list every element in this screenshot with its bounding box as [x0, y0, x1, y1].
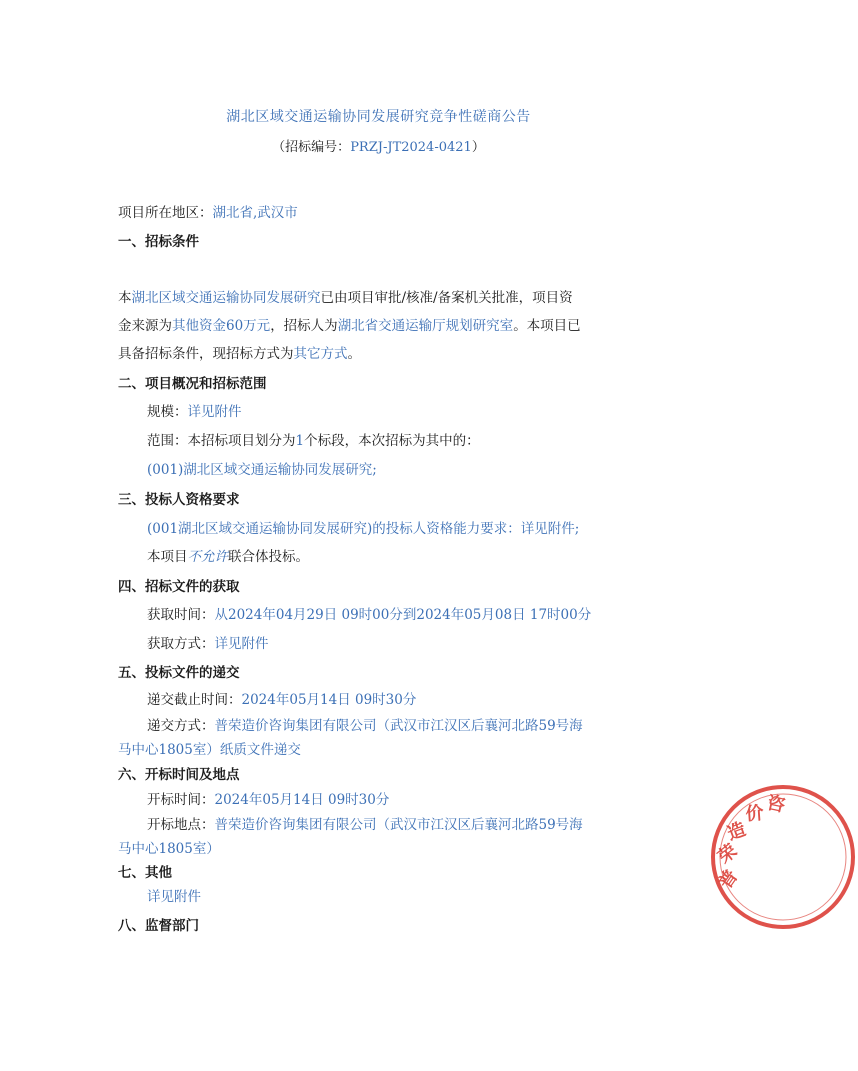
section-heading-4: 四、招标文件的获取: [118, 579, 240, 595]
section-heading-1: 一、招标条件: [118, 234, 199, 250]
open-place-line: [147, 815, 583, 835]
text-fragment: 。: [347, 346, 361, 362]
acquire-method-value: 详见附件: [214, 636, 269, 652]
text-fragment: 已由项目审批/核准/备案机关批准，项目资: [320, 290, 573, 306]
project-region: [118, 203, 298, 223]
open-time-line: [147, 790, 389, 810]
text-fragment: 具备招标条件，现招标方式为: [118, 346, 294, 362]
scale-line: [147, 402, 242, 422]
acquire-method-line: [147, 634, 269, 654]
project-name: 湖北区域交通运输协同发展研究: [131, 290, 321, 306]
section-heading-6: 六、开标时间及地点: [118, 767, 240, 783]
text-fragment: 本: [118, 290, 132, 306]
open-place-label: 开标地点：: [147, 817, 215, 833]
stamp-char-4: 价: [744, 802, 765, 825]
section-heading-8: 八、监督部门: [118, 918, 199, 934]
tender-method: 其它方式: [293, 346, 348, 362]
text-fragment: 联合体投标。: [228, 549, 309, 565]
submit-deadline-label: 递交截止时间：: [147, 692, 242, 708]
scale-value: 详见附件: [187, 404, 242, 420]
submit-deadline-line: [147, 690, 416, 710]
text-fragment: 个标段，本次招标为其中的：: [304, 433, 480, 449]
open-place-value: 普荣造价咨询集团有限公司（武汉市江汉区后襄河北路59号海: [214, 817, 583, 833]
stamp-char-2: 荣: [714, 840, 742, 868]
section1-para-line-1: [118, 288, 573, 308]
acquire-time-label: 获取时间：: [147, 607, 215, 623]
stamp-char-5: 咨: [764, 792, 787, 817]
bid-number: PRZJ-JT2024-0421: [350, 140, 472, 155]
other-value: 详见附件: [147, 889, 201, 905]
subtitle-suffix: ）: [471, 140, 485, 155]
submit-method-label: 递交方式：: [147, 718, 215, 734]
acquire-method-label: 获取方式：: [147, 636, 215, 652]
qualification-requirement: (001湖北区域交通运输协同发展研究)的投标人资格能力要求：详见附件;: [147, 521, 580, 537]
scale-label: 规模：: [147, 404, 188, 420]
text-fragment: 范围：本招标项目划分为: [147, 433, 296, 449]
section-heading-7: 七、其他: [118, 865, 172, 881]
section1-para-line-3: [118, 344, 361, 364]
acquire-time-value: 从2024年04月29日 09时00分到2024年05月08日 17时00分: [214, 607, 592, 623]
region-value: 湖北省,武汉市: [212, 205, 298, 221]
text-fragment: 。本项目已: [513, 318, 581, 334]
submit-deadline-value: 2024年05月14日 09时30分: [241, 692, 417, 708]
submit-method-line: [147, 716, 583, 736]
section-heading-5: 五、投标文件的递交: [118, 665, 240, 681]
stamp-char-1: 普: [714, 866, 743, 893]
subtitle-prefix: （招标编号：: [272, 140, 351, 155]
text-fragment: 本项目: [147, 549, 188, 565]
document-title: 湖北区域交通运输协同发展研究竞争性磋商公告: [226, 109, 531, 125]
open-time-value: 2024年05月14日 09时30分: [214, 792, 390, 808]
text-fragment: ，招标人为: [270, 318, 338, 334]
stamp-char-3: 造: [724, 818, 749, 845]
joint-bid-value: 不允许: [187, 549, 228, 565]
scope-line: [147, 431, 480, 451]
section-heading-3: 三、投标人资格要求: [118, 492, 240, 508]
lot-item: (001)湖北区域交通运输协同发展研究;: [147, 462, 377, 478]
document-subtitle: [0, 136, 757, 155]
region-label: 项目所在地区：: [118, 205, 213, 221]
fund-source: 其他资金60万元: [172, 318, 271, 334]
submit-method-value: 普荣造价咨询集团有限公司（武汉市江汉区后襄河北路59号海: [214, 718, 583, 734]
acquire-time-line: [147, 605, 591, 625]
section-heading-2: 二、项目概况和招标范围: [118, 376, 267, 392]
submit-method-value-cont: 马中心1805室）纸质文件递交: [118, 742, 301, 758]
open-time-label: 开标时间：: [147, 792, 215, 808]
lot-count: 1: [295, 433, 305, 449]
open-place-value-cont: 马中心1805室）: [118, 841, 220, 857]
joint-bid-line: [147, 547, 309, 567]
section1-para-line-2: [118, 316, 581, 336]
text-fragment: 金来源为: [118, 318, 172, 334]
tenderer-name: 湖北省交通运输厅规划研究室: [337, 318, 514, 334]
company-seal-stamp: [708, 782, 858, 932]
